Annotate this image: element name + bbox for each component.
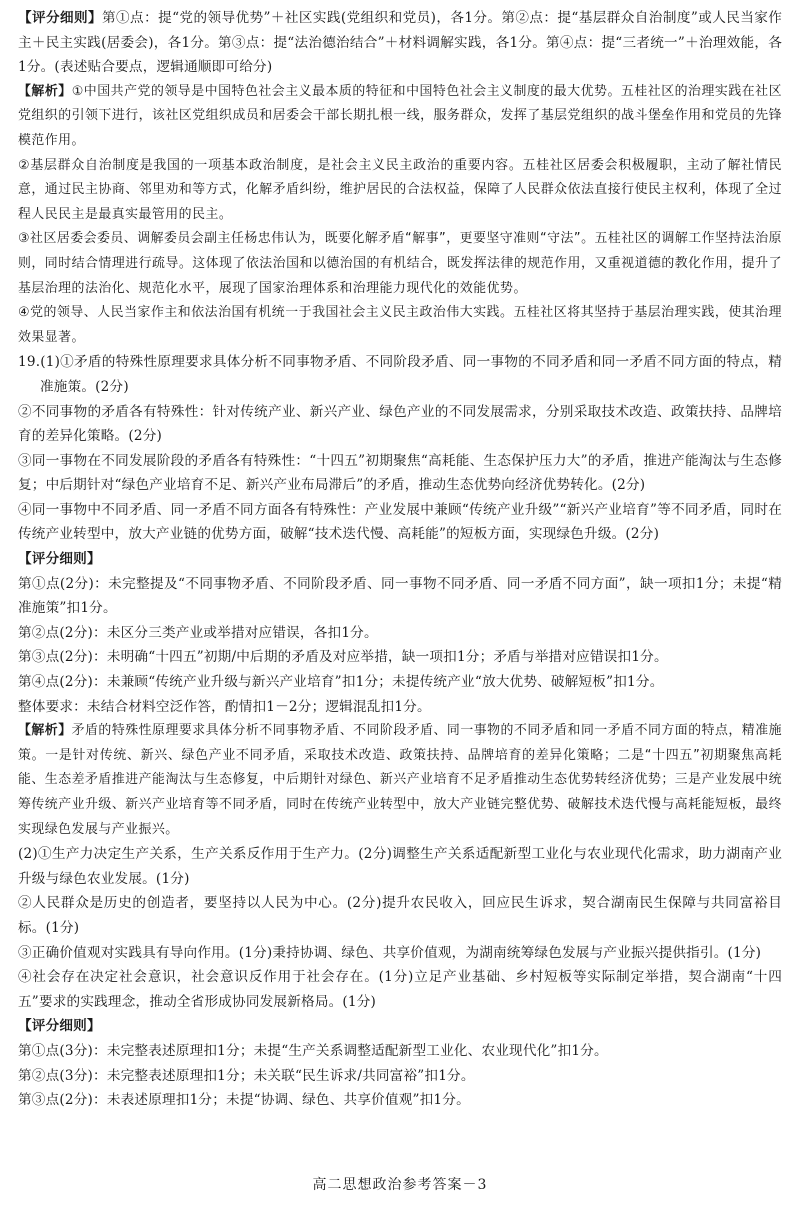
analysis-tag: 【解析】 — [18, 83, 72, 99]
scoring-rules-text: 第①点：提“党的领导优势”＋社区实践(党组织和党员)，各1分。第②点：提“基层群众自治制度”或人民当家作主＋民主实践(居委会)，各1分。第③点：提“法治德治结合”＋材料调解实践，各1分。第④点：提“三者统一”＋治理效能，各1分。(表述贴合要点，逻辑通顺即可给分) — [18, 10, 783, 76]
scoring-rules-tag: 【评分细则】 — [18, 10, 103, 26]
scoring-rule-line: 第①点(3分)：未完整表述原理扣1分；未提“生产关系调整适配新型工业化、农业现代化”扣1分。 — [18, 1042, 608, 1059]
scoring-rules-paragraph — [18, 6, 782, 80]
analysis-paragraph-5 — [18, 719, 782, 842]
analysis-text-1: ①中国共产党的领导是中国特色社会主义最本质的特征和中国特色社会主义制度的最大优势。五桂社区的治理实践在社区党组织的引领下进行，该社区党组织成员和居委会干部长期扎根一线，服务群众，发挥了基层党组织的战斗堡垒作用和党员的先锋模范作用。 — [18, 83, 783, 148]
question-19-part2-point3: ③正确价值观对实践具有导向作用。(1分)秉持协调、绿色、共享价值观，为湖南统筹绿色发展与产业振兴提供指引。(1分) — [18, 944, 762, 961]
analysis-text-5: 矛盾的特殊性原理要求具体分析不同事物矛盾、不同阶段矛盾、同一事物的不同矛盾和同一矛盾不同方面的特点，精准施策。一是针对传统、新兴、绿色产业不同矛盾，采取技术改造、政策扶持、品牌培育的差异化策略；二是“十四五”初期聚焦高耗能、生态差矛盾推进产能淘汰与生态修复，中后期针对绿色、新兴产业培育不足矛盾推动生态优势转经济优势；三是产业发展中统筹传统产业升级、新兴产业培育等不同矛盾，同时在传统产业转型中，放大产业链完整优势、破解技术迭代慢与高耗能短板，最终实现绿色发展与产业振兴。 — [18, 723, 783, 837]
page-footer: 高二思想政治参考答案－3 — [312, 1177, 488, 1193]
scoring-rule-overall: 整体要求：未结合材料空泛作答，酌情扣1－2分；逻辑混乱扣1分。 — [18, 698, 431, 715]
scoring-rule-line: 第③点(2分)：未明确“十四五”初期/中后期的矛盾及对应举措，缺一项扣1分；矛盾与举措对应错误扣1分。 — [18, 649, 668, 666]
question-19-part2-point1: (2)①生产力决定生产关系，生产关系反作用于生产力。(2分)调整生产关系适配新型工业化与农业现代化需求，助力湖南产业升级与绿色农业发展。(1分) — [18, 846, 782, 887]
analysis-paragraph-4: ④党的领导、人民当家作主和依法治国有机统一于我国社会主义民主政治伟大实践。五桂社区将其坚持于基层治理实践，使其治理效果显著。 — [18, 305, 782, 345]
analysis-tag: 【解析】 — [18, 723, 72, 739]
question-19-part1-point1: 19.(1)①矛盾的特殊性原理要求具体分析不同事物矛盾、不同阶段矛盾、同一事物的不同矛盾和同一矛盾不同方面的特点，精准施策。(2分) — [18, 354, 782, 395]
analysis-paragraph-1 — [18, 80, 782, 154]
analysis-paragraph-2: ②基层群众自治制度是我国的一项基本政治制度，是社会主义民主政治的重要内容。五桂社区居委会积极履职，主动了解社情民意，通过民主协商、邻里劝和等方式，化解矛盾纠纷，维护居民的合法权益，保障了人民群众依法直接行使民主权利，体现了全过程人民民主是最真实最管用的民主。 — [18, 157, 782, 222]
scoring-rule-line: 第②点(2分)：未区分三类产业或举措对应错误，各扣1分。 — [18, 624, 378, 641]
scoring-rule-line: 第①点(2分)：未完整提及“不同事物矛盾、不同阶段矛盾、同一事物不同矛盾、同一矛盾不同方面”，缺一项扣1分；未提“精准施策”扣1分。 — [18, 575, 782, 617]
scoring-rule-line: 第④点(2分)：未兼顾“传统产业升级与新兴产业培育”扣1分；未提传统产业“放大优势、破解短板”扣1分。 — [18, 674, 664, 691]
scoring-rule-line: 第②点(3分)：未完整表述原理扣1分；未关联“民生诉求/共同富裕”扣1分。 — [18, 1067, 475, 1084]
scoring-rule-line: 第③点(2分)：未表述原理扣1分；未提“协调、绿色、共享价值观”扣1分。 — [18, 1092, 470, 1109]
scoring-rules-heading-1: 【评分细则】 — [18, 551, 101, 568]
question-19-part1-point2: ②不同事物的矛盾各有特殊性：针对传统产业、新兴产业、绿色产业的不同发展需求，分别采取技术改造、政策扶持、品牌培育的差异化策略。(2分) — [18, 403, 782, 445]
scoring-rules-heading-2: 【评分细则】 — [18, 1018, 101, 1035]
question-19-part2-point4: ④社会存在决定社会意识，社会意识反作用于社会存在。(1分)立足产业基础、乡村短板等实际制定举措，契合湖南“十四五”要求的实践理念，推动全省形成协同发展新格局。(1分) — [18, 969, 782, 1010]
analysis-paragraph-3: ③社区居委会委员、调解委员会副主任杨忠伟认为，既要化解矛盾“解事”，更要坚守准则“守法”。五桂社区的调解工作坚持法治原则，同时结合情理进行疏导。这体现了依法治国和以德治国的有机结合，既发挥法律的规范作用，又重视道德的教化作用，提升了基层治理的法治化、规范化水平，展现了国家治理体系和治理能力现代化的效能优势。 — [18, 231, 782, 296]
question-19-part1-point3: ③同一事物在不同发展阶段的矛盾各有特殊性：“十四五”初期聚焦“高耗能、生态保护压力大”的矛盾，推进产能淘汰与生态修复；中后期针对“绿色产业培育不足、新兴产业布局滞后”的矛盾，推动生态优势向经济优势转化。(2分) — [18, 452, 782, 494]
question-19-part1-point4: ④同一事物中不同矛盾、同一矛盾不同方面各有特殊性：产业发展中兼顾“传统产业升级”“新兴产业培育”等不同矛盾，同时在传统产业转型中，放大产业链的优势方面，破解“技术迭代慢、高耗能”的短板方面，实现绿色升级。(2分) — [18, 501, 782, 543]
question-19-part2-point2: ②人民群众是历史的创造者，要坚持以人民为中心。(2分)提升农民收入，回应民生诉求，契合湖南民生保障与共同富裕目标。(1分) — [18, 895, 782, 936]
